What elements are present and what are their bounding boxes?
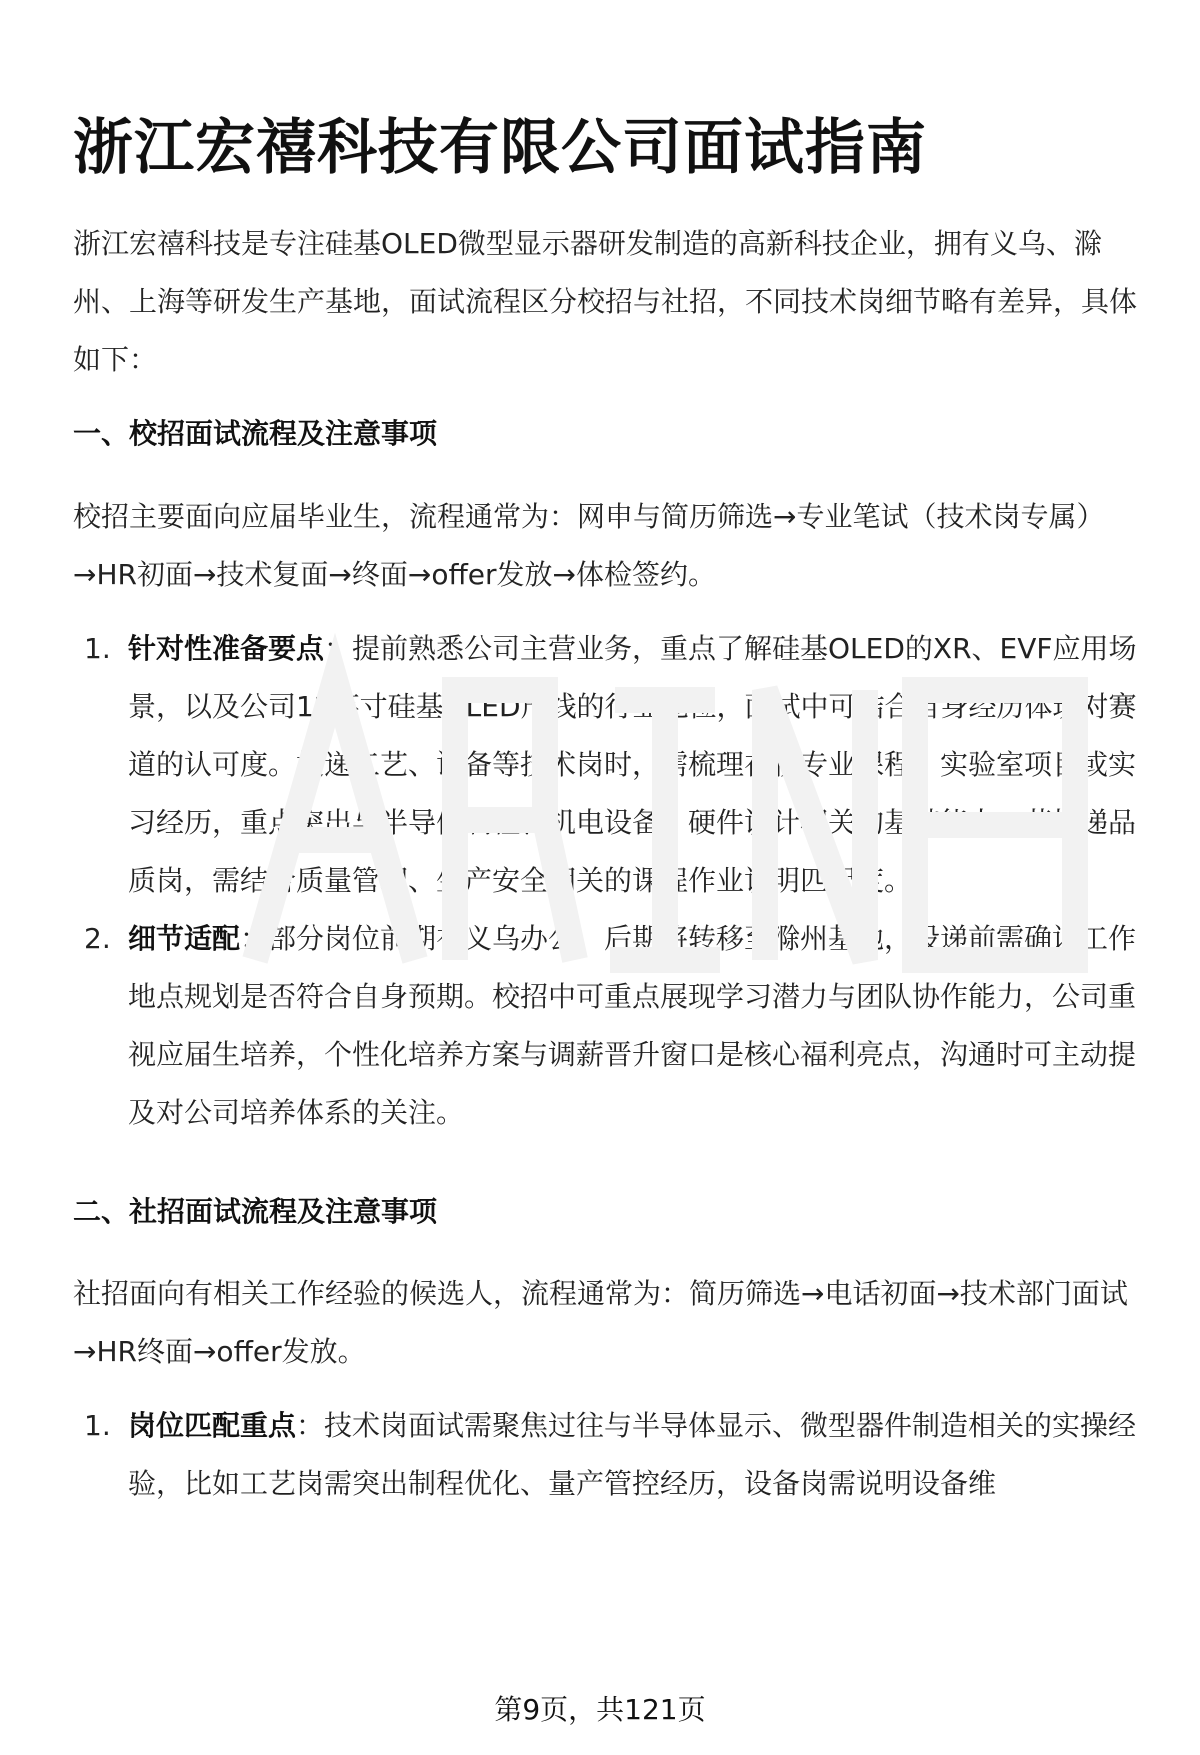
section-2-list [73, 1397, 1143, 1513]
list-item-label: 针对性准备要点 [128, 632, 325, 665]
page-title: 浙江宏禧科技有限公司面试指南 [73, 113, 927, 183]
list-item-number: 1. [84, 632, 111, 665]
page-footer: 第9页，共121页 [494, 1693, 706, 1726]
section-2-paragraph: 社招面向有相关工作经验的候选人，流程通常为：简历筛选→电话初面→技术部门面试→HR终面→offer发放。 [73, 1277, 1128, 1368]
list-item-text: ：提前熟悉公司主营业务，重点了解硅基OLED的XR、EVF应用场景，以及公司12英寸硅基OLED产线的行业地位，面试中可结合自身经历体现对赛道的认可度。投递工艺、设备等技术岗时，需梳理在校专业课程、实验室项目或实习经历，重点突出与半导体制程、机电设备、硬件设计相关的基础能力；若投递品质岗，需结合质量管理、生产安全相关的课程作业说明匹配度。 [128, 632, 1137, 897]
list-item-label: 岗位匹配重点 [128, 1409, 297, 1442]
list-item-label: 细节适配 [128, 922, 241, 955]
intro-paragraph: 浙江宏禧科技是专注硅基OLED微型显示器研发制造的高新科技企业，拥有义乌、滁州、上海等研发生产基地，面试流程区分校招与社招，不同技术岗细节略有差异，具体如下： [73, 227, 1138, 376]
section-1-list [73, 620, 1143, 1142]
list-item-number: 2. [84, 922, 111, 955]
list-item-number: 1. [84, 1409, 111, 1442]
section-1-heading: 一、校招面试流程及注意事项 [73, 417, 438, 450]
list-item-text: ：技术岗面试需聚焦过往与半导体显示、微型器件制造相关的实操经验，比如工艺岗需突出制程优化、量产管控经历，设备岗需说明设备维 [128, 1409, 1137, 1500]
list-item [73, 1397, 1143, 1513]
list-item-text: ：部分岗位前期在义乌办公，后期将转移至滁州基地，投递前需确认工作地点规划是否符合自身预期。校招中可重点展现学习潜力与团队协作能力，公司重视应届生培养，个性化培养方案与调薪晋升窗口是核心福利亮点，沟通时可主动提及对公司培养体系的关注。 [128, 922, 1137, 1129]
section-1-paragraph: 校招主要面向应届毕业生，流程通常为：网申与简历筛选→专业笔试（技术岗专属）→HR初面→技术复面→终面→offer发放→体检签约。 [73, 500, 1105, 591]
list-item [73, 910, 1143, 1142]
section-2-heading: 二、社招面试流程及注意事项 [73, 1195, 438, 1228]
list-item [73, 620, 1143, 910]
